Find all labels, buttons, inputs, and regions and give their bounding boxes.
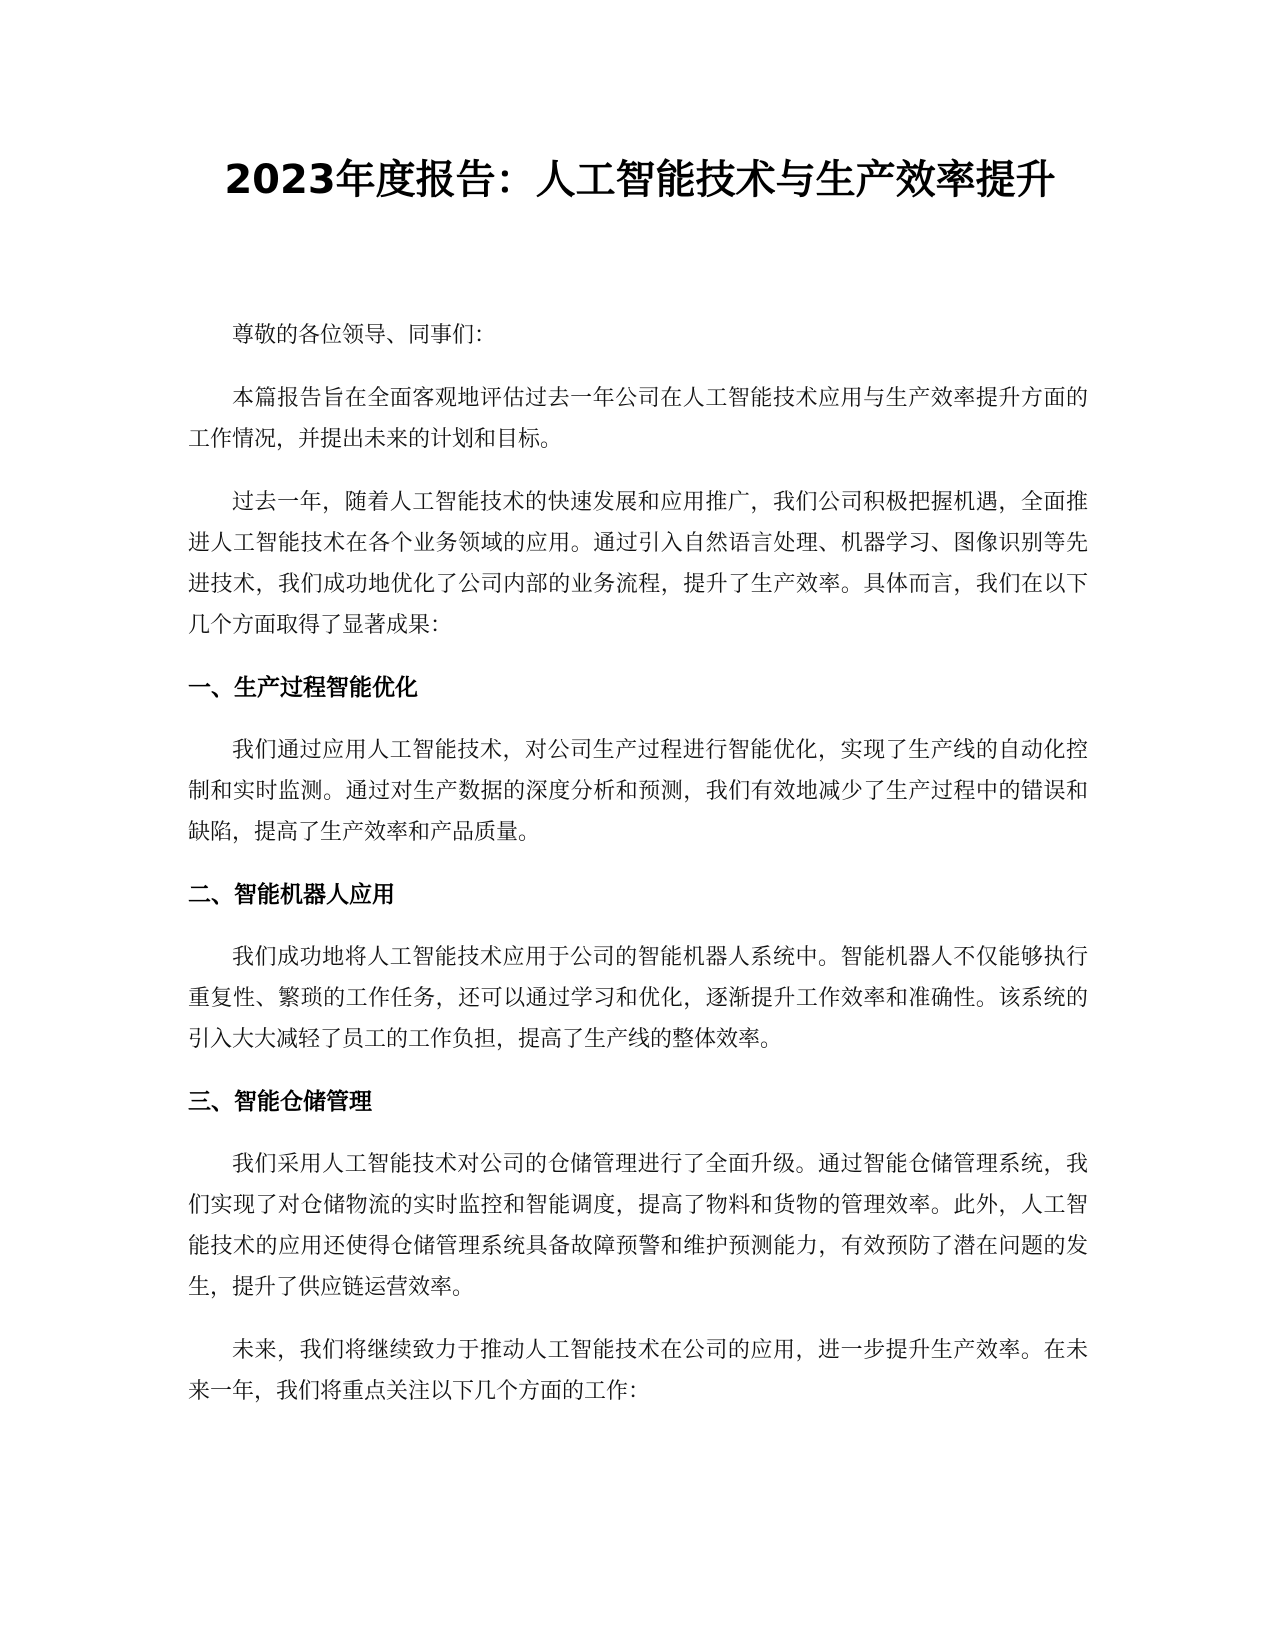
greeting-paragraph: 尊敬的各位领导、同事们： xyxy=(232,323,497,348)
document-title: 2023年度报告：人工智能技术与生产效率提升 xyxy=(224,157,1056,203)
section-body-warehouse: 我们采用人工智能技术对公司的仓储管理进行了全面升级。通过智能仓储管理系统，我们实现了对仓储物流的实时监控和智能调度，提高了物料和货物的管理效率。此外，人工智能技术的应用还使得仓储管理系统具备故障预警和维护预测能力，有效预防了潜在问题的发生，提升了供应链运营效率。 xyxy=(188,1152,1088,1300)
section-body-robots: 我们成功地将人工智能技术应用于公司的智能机器人系统中。智能机器人不仅能够执行重复性、繁琐的工作任务，还可以通过学习和优化，逐渐提升工作效率和准确性。该系统的引入大大减轻了员工的工作负担，提高了生产线的整体效率。 xyxy=(188,945,1088,1052)
section-heading-production: 一、生产过程智能优化 xyxy=(188,675,418,701)
section-heading-robots: 二、智能机器人应用 xyxy=(188,882,395,908)
section-body-production: 我们通过应用人工智能技术，对公司生产过程进行智能优化，实现了生产线的自动化控制和实时监测。通过对生产数据的深度分析和预测，我们有效地减少了生产过程中的错误和缺陷，提高了生产效率和产品质量。 xyxy=(188,738,1088,845)
future-paragraph: 未来，我们将继续致力于推动人工智能技术在公司的应用，进一步提升生产效率。在未来一年，我们将重点关注以下几个方面的工作： xyxy=(188,1338,1088,1404)
section-heading-warehouse: 三、智能仓储管理 xyxy=(188,1089,372,1115)
document-body xyxy=(188,315,1088,1434)
intro-paragraph: 本篇报告旨在全面客观地评估过去一年公司在人工智能技术应用与生产效率提升方面的工作情况，并提出未来的计划和目标。 xyxy=(188,386,1088,452)
overview-paragraph: 过去一年，随着人工智能技术的快速发展和应用推广，我们公司积极把握机遇，全面推进人工智能技术在各个业务领域的应用。通过引入自然语言处理、机器学习、图像识别等先进技术，我们成功地优化了公司内部的业务流程，提升了生产效率。具体而言，我们在以下几个方面取得了显著成果： xyxy=(188,490,1088,638)
